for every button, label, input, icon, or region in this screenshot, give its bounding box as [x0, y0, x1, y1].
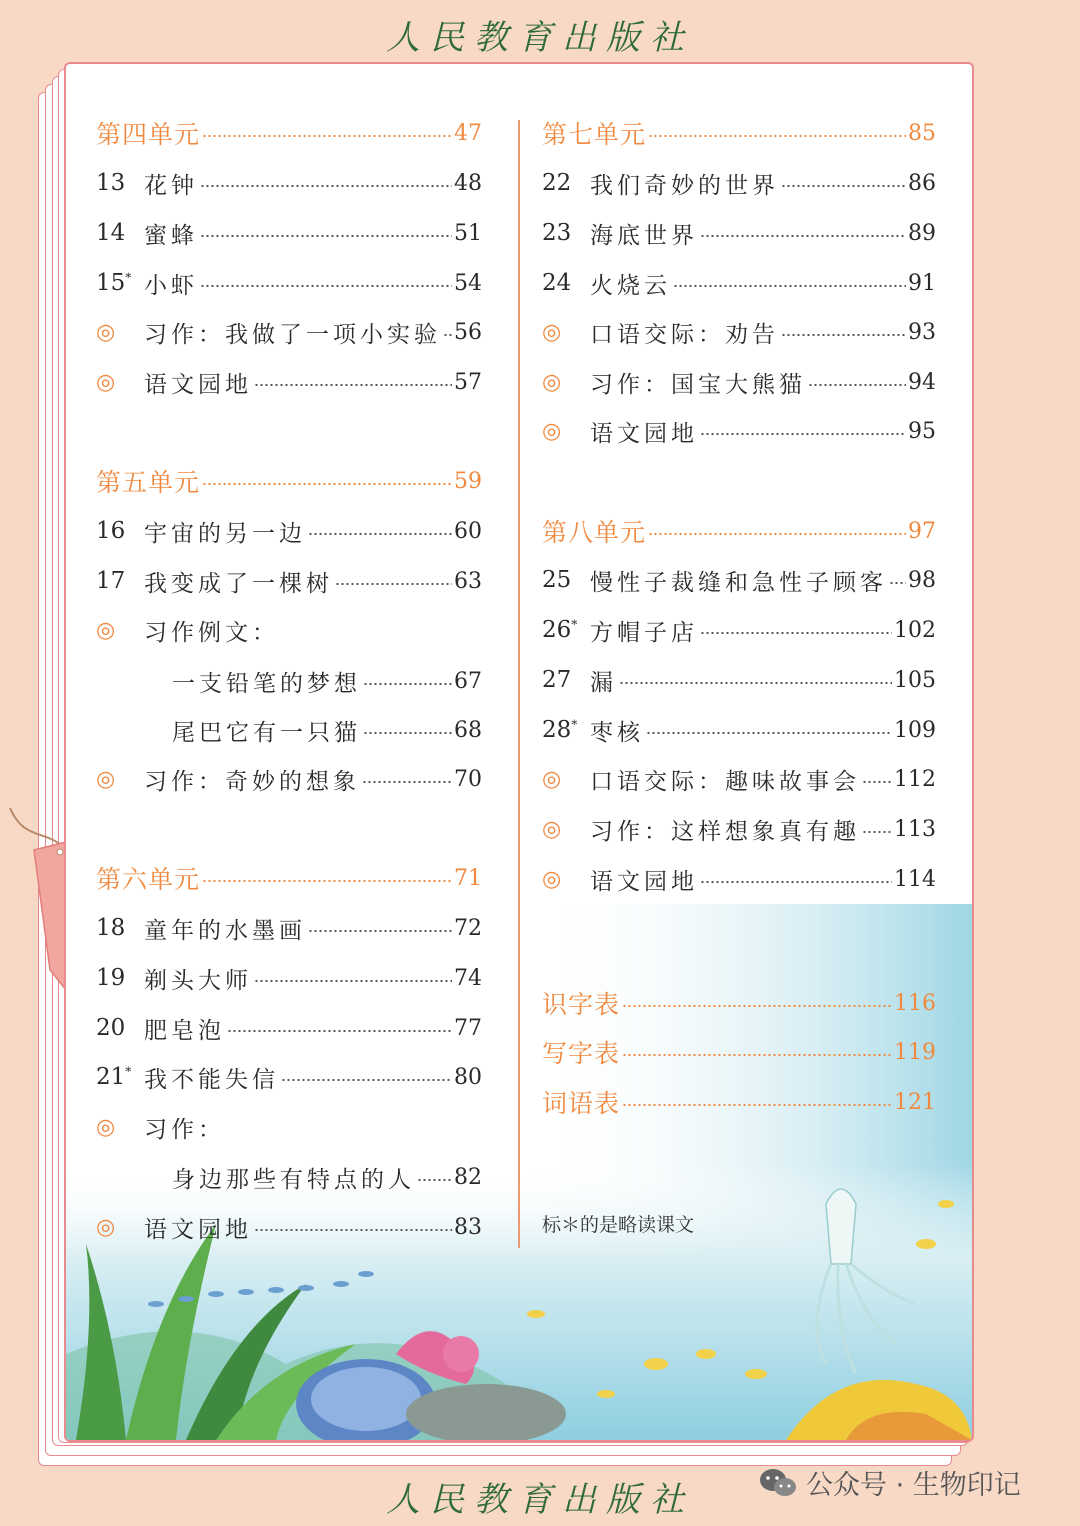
page-number: 105	[894, 667, 936, 693]
entry-title: 花钟	[144, 172, 198, 199]
entry-title: 慢性子裁缝和急性子顾客	[590, 569, 887, 596]
unit-heading[interactable]	[542, 116, 936, 150]
page-number: 112	[894, 766, 936, 792]
leader-dots	[648, 533, 906, 535]
entry-title: 方帽子店	[590, 619, 698, 646]
leader-dots	[200, 285, 452, 287]
leader-dots	[619, 682, 892, 684]
lesson-number: 25	[542, 567, 572, 593]
watermark	[758, 1463, 1021, 1502]
entry-title: 一支铅笔的梦想	[172, 670, 361, 697]
lesson-number-text: 26	[542, 617, 572, 643]
lesson-number: 13	[96, 170, 126, 196]
toc-entry[interactable]	[96, 664, 482, 698]
lesson-number: 27	[542, 667, 572, 693]
leader-dots	[646, 732, 892, 734]
page-number: 119	[894, 1039, 936, 1065]
entry-title: 小虾	[144, 272, 198, 299]
entry-title: 剃头大师	[144, 967, 252, 994]
entry-title: 识字表	[542, 990, 621, 1019]
entry-title: 第四单元	[96, 120, 201, 149]
leader-dots	[889, 582, 906, 584]
page-number: 48	[454, 170, 482, 196]
leader-dots	[200, 235, 452, 237]
unit-heading[interactable]	[542, 514, 936, 548]
toc-entry[interactable]	[96, 1060, 482, 1094]
toc-entry[interactable]	[96, 762, 482, 796]
lesson-number	[542, 617, 590, 643]
leader-dots	[700, 881, 892, 883]
skim-reading-star: *	[125, 1064, 132, 1079]
appendix-entry[interactable]	[542, 1085, 936, 1119]
leader-dots	[281, 1079, 452, 1081]
entry-title: 习作：这样想象真有趣	[590, 818, 860, 845]
entry-title: 尾巴它有一只猫	[172, 719, 361, 746]
bullet-icon: ◎	[96, 766, 116, 792]
leader-dots	[202, 483, 452, 485]
skim-reading-star: *	[571, 617, 578, 632]
page-number: 93	[908, 319, 936, 345]
toc-entry[interactable]	[542, 563, 936, 597]
leader-dots	[200, 185, 452, 187]
entry-title: 习作：奇妙的想象	[144, 768, 360, 795]
entry-title: 火烧云	[590, 272, 671, 299]
page-number: 77	[454, 1015, 482, 1041]
appendix-entry[interactable]	[542, 1035, 936, 1069]
page-number: 68	[454, 717, 482, 743]
lesson-number: 20	[96, 1015, 126, 1041]
bullet-icon: ◎	[96, 617, 116, 643]
page-number: 85	[908, 120, 936, 146]
leader-dots	[227, 1030, 452, 1032]
skim-reading-star: *	[125, 270, 132, 285]
lesson-number: 19	[96, 965, 126, 991]
entry-title: 语文园地	[144, 1216, 252, 1243]
toc-entry[interactable]	[96, 713, 482, 747]
entry-title: 语文园地	[590, 420, 698, 447]
entry-title: 口语交际：劝告	[590, 321, 779, 348]
entry-title: 肥皂泡	[144, 1017, 225, 1044]
bullet-icon: ◎	[96, 1114, 116, 1140]
toc-entry[interactable]	[542, 713, 936, 747]
lesson-number-text: 28	[542, 717, 572, 743]
entry-title: 第六单元	[96, 865, 201, 894]
leader-dots	[363, 732, 452, 734]
leader-dots	[622, 1104, 892, 1106]
leader-dots	[254, 980, 452, 982]
toc-entry[interactable]	[96, 613, 482, 647]
entry-title: 习作例文：	[144, 619, 279, 646]
leader-dots	[808, 384, 906, 386]
column-divider	[518, 120, 520, 1248]
toc-entry[interactable]	[96, 216, 482, 250]
page-number: 47	[454, 120, 482, 146]
toc-entry[interactable]	[96, 365, 482, 399]
lesson-number: 22	[542, 170, 572, 196]
page-number: 113	[894, 816, 936, 842]
page-number: 116	[894, 990, 936, 1016]
toc-entry[interactable]	[96, 911, 482, 945]
page-number: 94	[908, 369, 936, 395]
bullet-icon: ◎	[96, 319, 116, 345]
leader-dots	[202, 880, 452, 882]
leader-dots	[362, 781, 452, 783]
entry-title: 写字表	[542, 1039, 621, 1068]
page-number: 121	[894, 1089, 936, 1115]
page-number: 72	[454, 915, 482, 941]
toc-entry[interactable]	[542, 613, 936, 647]
toc-entry[interactable]	[96, 961, 482, 995]
leader-dots	[622, 1054, 892, 1056]
lesson-number: 23	[542, 220, 572, 246]
lesson-number: 17	[96, 568, 126, 594]
toc-entry[interactable]	[542, 266, 936, 300]
page-number: 80	[454, 1064, 482, 1090]
lesson-number	[96, 270, 144, 296]
bullet-icon: ◎	[542, 816, 562, 842]
toc-entry[interactable]	[96, 1110, 482, 1144]
leader-dots	[335, 583, 452, 585]
entry-title: 我不能失信	[144, 1066, 279, 1093]
entry-title: 语文园地	[590, 868, 698, 895]
leader-dots	[700, 235, 906, 237]
unit-heading[interactable]	[96, 861, 482, 895]
leader-dots	[781, 185, 906, 187]
bullet-icon: ◎	[542, 766, 562, 792]
bullet-icon: ◎	[542, 369, 562, 395]
lesson-number: 18	[96, 915, 126, 941]
lesson-number	[96, 1064, 144, 1090]
leader-dots	[862, 831, 892, 833]
leader-dots	[417, 1179, 452, 1181]
leader-dots	[700, 632, 892, 634]
bullet-icon: ◎	[542, 418, 562, 444]
page-number: 98	[908, 567, 936, 593]
entry-title: 海底世界	[590, 222, 698, 249]
page-number: 97	[908, 518, 936, 544]
bullet-icon: ◎	[542, 319, 562, 345]
toc-entry[interactable]	[542, 414, 936, 448]
toc-page	[64, 62, 974, 1442]
entry-title: 习作：我做了一项小实验	[144, 321, 441, 348]
page-number: 63	[454, 568, 482, 594]
wechat-icon	[758, 1467, 798, 1499]
entry-title: 第五单元	[96, 468, 201, 497]
leader-dots	[622, 1005, 892, 1007]
publisher-header: 人民教育出版社	[386, 18, 694, 58]
page-number: 56	[454, 319, 482, 345]
page-number: 59	[454, 468, 482, 494]
page-number: 70	[454, 766, 482, 792]
entry-title: 习作：	[144, 1116, 225, 1143]
toc-entry[interactable]	[96, 1160, 482, 1194]
toc-entry[interactable]	[542, 812, 936, 846]
entry-title: 漏	[590, 669, 617, 696]
bullet-icon: ◎	[542, 866, 562, 892]
leader-dots	[308, 533, 452, 535]
page-number: 95	[908, 418, 936, 444]
footnote: 标＊的是略读课文	[542, 1214, 695, 1236]
lesson-number: 16	[96, 518, 126, 544]
entry-title: 我们奇妙的世界	[590, 172, 779, 199]
page-number: 71	[454, 865, 482, 891]
entry-title: 第七单元	[542, 120, 647, 149]
page-number: 102	[894, 617, 936, 643]
page-number: 57	[454, 369, 482, 395]
toc-entry[interactable]	[96, 1011, 482, 1045]
bullet-icon: ◎	[96, 1214, 116, 1240]
lesson-number: 24	[542, 270, 572, 296]
leader-dots	[363, 683, 452, 685]
bullet-icon: ◎	[96, 369, 116, 395]
entry-title: 第八单元	[542, 518, 647, 547]
entry-title: 语文园地	[144, 371, 252, 398]
entry-title: 习作：国宝大熊猫	[590, 371, 806, 398]
leader-dots	[202, 135, 452, 137]
toc-entry[interactable]	[96, 266, 482, 300]
page-number: 60	[454, 518, 482, 544]
page-number: 86	[908, 170, 936, 196]
toc-entry[interactable]	[542, 365, 936, 399]
entry-title: 童年的水墨画	[144, 917, 306, 944]
toc-entry[interactable]	[96, 1210, 482, 1244]
page-number: 82	[454, 1164, 482, 1190]
lesson-number-text: 15	[96, 270, 126, 296]
page-number: 114	[894, 866, 936, 892]
entry-title: 我变成了一棵树	[144, 570, 333, 597]
toc-entry[interactable]	[542, 862, 936, 896]
toc-entry[interactable]	[96, 315, 482, 349]
appendix-entry[interactable]	[542, 986, 936, 1020]
leader-dots	[673, 285, 906, 287]
leader-dots	[254, 1229, 452, 1231]
unit-heading[interactable]	[96, 116, 482, 150]
toc-entry[interactable]	[542, 762, 936, 796]
toc-entry[interactable]	[96, 564, 482, 598]
leader-dots	[308, 930, 452, 932]
page-number: 74	[454, 965, 482, 991]
toc-entry[interactable]	[542, 663, 936, 697]
lesson-number: 14	[96, 220, 126, 246]
lesson-number-text: 21	[96, 1064, 126, 1090]
page-number: 51	[454, 220, 482, 246]
leader-dots	[648, 135, 906, 137]
page-number: 67	[454, 668, 482, 694]
toc-entry[interactable]	[542, 315, 936, 349]
leader-dots	[781, 334, 906, 336]
leader-dots	[700, 433, 906, 435]
entry-title: 枣核	[590, 719, 644, 746]
toc-entry[interactable]	[542, 166, 936, 200]
leader-dots	[254, 384, 452, 386]
leader-dots	[862, 781, 892, 783]
entry-title: 宇宙的另一边	[144, 520, 306, 547]
leader-dots	[443, 334, 452, 336]
toc-entry[interactable]	[96, 166, 482, 200]
entry-title: 词语表	[542, 1089, 621, 1118]
toc-entry[interactable]	[96, 514, 482, 548]
entry-title: 蜜蜂	[144, 222, 198, 249]
page-number: 89	[908, 220, 936, 246]
page-number: 83	[454, 1214, 482, 1240]
page-number: 109	[894, 717, 936, 743]
watermark-text: 公众号 · 生物印记	[806, 1470, 1021, 1501]
entry-title: 身边那些有特点的人	[172, 1166, 415, 1193]
publisher-footer: 人民教育出版社	[386, 1480, 694, 1520]
unit-heading[interactable]	[96, 464, 482, 498]
entry-title: 口语交际：趣味故事会	[590, 768, 860, 795]
page-number: 54	[454, 270, 482, 296]
page-number: 91	[908, 270, 936, 296]
lesson-number	[542, 717, 590, 743]
skim-reading-star: *	[571, 717, 578, 732]
toc-entry[interactable]	[542, 216, 936, 250]
